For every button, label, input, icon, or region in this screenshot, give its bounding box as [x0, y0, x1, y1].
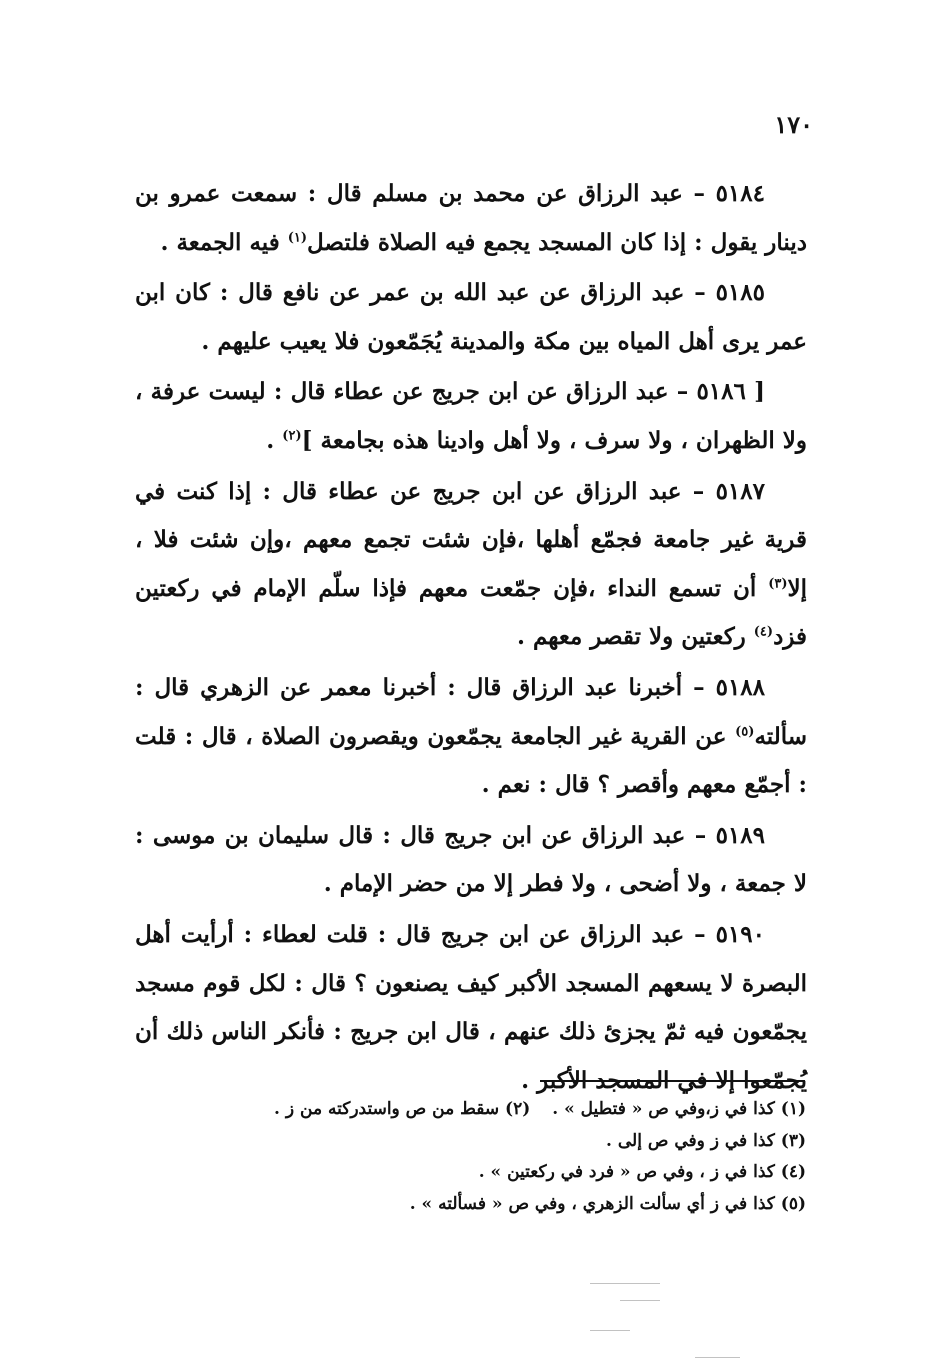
hadith-number: ٥١٨٧: [715, 477, 765, 505]
footnote-line: [130, 1189, 806, 1221]
footnote-divider: [540, 1080, 805, 1082]
page-number: ١٧٠: [774, 110, 813, 139]
hadith-entry-5189: [135, 812, 807, 909]
footnotes: [130, 1094, 806, 1220]
footnote-5: (٥) كذا في ز أي سألت الزهري ، وفي ص « فسألته » .: [409, 1193, 806, 1214]
hadith-text-tail: أن تسمع النداء ،فإن جمّعت معهم فإذا سلّم الإمام في ركعتين فزد: [135, 574, 807, 651]
footnote-ref: (٣): [768, 576, 788, 592]
scan-smudge: [590, 1283, 660, 1284]
footnote-ref: (٥): [735, 723, 755, 739]
hadith-entry-5184: [135, 170, 807, 267]
hadith-text-tail: .: [266, 426, 283, 454]
hadith-text: – عبد الرزاق عن ابن جريج عن عطاء قال : إذا كنت في قرية غير جامعة فجمّع أهلها ،فإن شئت تجمع معهم ،وإن شئت فلا ، إلا: [135, 477, 807, 602]
hadith-text-tail: عن القرية غير الجامعة يجمّعون ويقصرون الصلاة ، قال : قلت : أجمّع معهم وأقصر ؟ قال : نعم .: [135, 722, 807, 799]
footnote-ref: (١): [287, 229, 308, 245]
footnote-1: (١) كذا في ز،وفي ص « فتطيل » .: [552, 1099, 806, 1119]
footnote-3: (٣) كذا في ز وفي ص إلى .: [606, 1130, 806, 1151]
hadith-number: ٥١٨٥: [715, 279, 765, 307]
hadith-text: – عبد الرزاق عن ابن جريج قال : قلت لعطاء : أرأيت أهل البصرة لا يسعهم المسجد الأكبر كيف يصنعون ؟ قال : لكل قوم مسجد يجمّعون فيه ثمّ يجزئ ذلك عنهم ، قال ابن جريج : فأنكر الناس ذلك أن يُجمّعوا إلا في المسجد الأكبر .: [135, 920, 807, 1094]
footnote-line: [130, 1157, 806, 1189]
hadith-entry-5187: [135, 468, 807, 662]
footnote-ref: (٤): [753, 624, 774, 640]
hadith-entry-5190: [135, 911, 807, 1105]
hadith-text: – عبد الرزاق عن محمد بن مسلم قال : سمعت عمرو بن دينار يقول : إذا كان المسجد يجمع فيه الصلاة فلتصل: [135, 180, 807, 256]
hadith-number: [ ٥١٨٦: [696, 378, 765, 406]
hadith-text: – عبد الرزاق عن ابن جريج قال : قال سليمان بن موسى : لا جمعة ، ولا أضحى ، ولا فطر إلا من حضر الإمام .: [135, 821, 807, 898]
footnote-ref: (٢): [282, 428, 302, 444]
scan-smudge: [695, 1357, 740, 1358]
hadith-number: ٥١٨٩: [715, 821, 765, 849]
hadith-entry-5185: [135, 269, 807, 366]
footnote-4: (٤) كذا في ز ، وفي ص « فرد في ركعتين » .: [478, 1162, 806, 1182]
footnote-2: (٢) سقط من ص واستدركته من ز .: [274, 1099, 531, 1119]
footnote-line: [130, 1126, 806, 1158]
hadith-number: ٥١٩٠: [715, 920, 765, 948]
hadith-number: ٥١٨٤: [715, 180, 765, 207]
hadith-text-tail: فيه الجمعة .: [160, 228, 288, 256]
hadith-text-body: [135, 170, 807, 1107]
scan-smudge: [620, 1300, 660, 1301]
scan-smudge: [590, 1330, 630, 1331]
hadith-text-tail: ركعتين ولا تقصر معهم .: [516, 623, 754, 651]
hadith-entry-5186: [135, 368, 807, 465]
hadith-text: – عبد الرزاق عن عبد الله بن عمر عن نافع قال : كان ابن عمر يرى أهل المياه بين مكة والمدينة يُجَمّعون فلا يعيب عليهم .: [135, 279, 807, 355]
footnote-line: [130, 1094, 806, 1126]
hadith-text: – عبد الرزاق عن ابن جريج عن عطاء قال : ليست عرفة ، ولا الظهران ، ولا سرف ، ولا أهل وادينا هذه بجامعة ]: [135, 378, 807, 454]
hadith-number: ٥١٨٨: [715, 673, 766, 701]
hadith-text: – أخبرنا عبد الرزاق قال : أخبرنا معمر عن الزهري قال : سألته: [135, 673, 807, 750]
hadith-entry-5188: [135, 664, 807, 810]
